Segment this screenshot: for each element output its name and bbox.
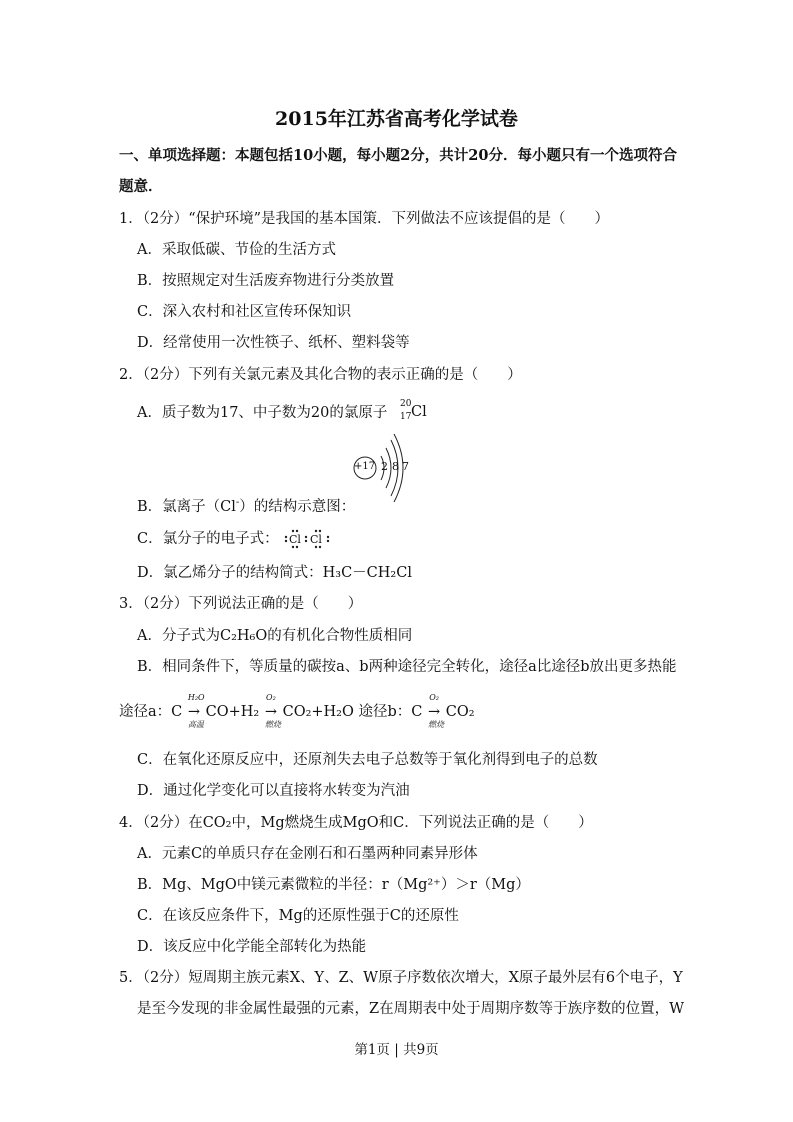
chlorine-electron-formula	[283, 529, 331, 549]
q2-option-b-text2: ）的结构示意图：	[239, 499, 356, 515]
route-a-arrow-1-top: H₂O	[187, 693, 205, 702]
q1-option-b: B．按照规定对生活废弃物进行分类放置	[137, 273, 395, 289]
q5-stem-line1: 5．（2分）短周期主族元素X、Y、Z、W原子序数依次增大，X原子最外层有6个电子，Y	[119, 970, 683, 986]
q1-option-d: D．经常使用一次性筷子、纸杯、塑料袋等	[137, 335, 410, 351]
q2-option-a	[137, 401, 436, 422]
q1-stem: 1．（2分）“保护环境”是我国的基本国策．下列做法不应该提倡的是（ ）	[119, 211, 610, 227]
q2-stem: 2．（2分）下列有关氯元素及其化合物的表示正确的是（ ）	[119, 367, 522, 383]
q3-reaction-routes	[119, 693, 475, 729]
chloride-charge: -	[235, 497, 240, 509]
page-title: 2015年江苏省高考化学试卷	[275, 108, 518, 130]
section-heading-line1: 一、单项选择题：本题包括10小题，每小题2分，共计20分．每小题只有一个选项符合	[119, 147, 677, 164]
svg-text:Cl: Cl	[289, 533, 302, 546]
section-heading	[119, 140, 679, 202]
q2-option-c	[137, 527, 331, 549]
route-b-arrow-bottom: 燃烧	[428, 720, 444, 729]
route-b-label: 途径b：C	[358, 704, 423, 720]
svg-text:Cl: Cl	[310, 533, 323, 546]
shell-2-electrons: 8	[392, 460, 399, 473]
shell-1-electrons: 2	[381, 460, 388, 473]
route-a-arrow-1: H₂O → 高温	[187, 693, 205, 729]
q2-option-d	[137, 561, 412, 582]
route-b-arrow-top: O₂	[429, 693, 439, 702]
q4-stem: 4．（2分）在CO₂中，Mg燃烧生成MgO和C．下列说法正确的是（ ）	[119, 815, 593, 831]
q3-option-c: C．在氧化还原反应中，还原剂失去电子总数等于氧化剂得到电子的总数	[137, 752, 598, 768]
page-footer: 第1页 | 共9页	[354, 1042, 439, 1058]
route-a-intermediate: CO+H₂	[205, 704, 260, 720]
q2-option-b	[137, 495, 355, 516]
nucleus-charge: +17	[354, 461, 376, 472]
route-a-arrow-2-bottom: 燃烧	[264, 720, 281, 729]
q3-stem: 3．（2分）下列说法正确的是（ ）	[119, 596, 363, 612]
route-a-label: 途径a：C	[119, 704, 183, 720]
route-b-arrow: O₂ → 燃烧	[428, 693, 444, 729]
route-b-product: CO₂	[445, 704, 475, 720]
q4-option-b: B．Mg、MgO中镁元素微粒的半径：r（Mg²⁺）＞r（Mg）	[137, 877, 530, 893]
q1-option-a: A．采取低碳、节俭的生活方式	[137, 242, 336, 258]
q2-option-a-text: A．质子数为17、中子数为20的氯原子	[137, 405, 388, 421]
q4-option-d: D．该反应中化学能全部转化为热能	[137, 939, 367, 955]
element-symbol: Cl	[410, 404, 427, 420]
q4-option-a: A．元素C的单质只存在金刚石和石墨两种同素异形体	[137, 846, 478, 862]
section-heading-line2: 题意．	[119, 178, 163, 195]
route-a-arrow-1-bottom: 高温	[187, 720, 204, 729]
shell-3-electrons: 7	[402, 460, 409, 473]
q4-option-c: C．在该反应条件下，Mg的还原性强于C的还原性	[137, 908, 459, 924]
route-a-arrow-2: O₂ → 燃烧	[264, 693, 281, 729]
atomic-number: 17	[399, 412, 412, 422]
route-a-product: CO₂+H₂O	[282, 704, 354, 720]
q2-option-c-text: C．氯分子的电子式：	[137, 531, 279, 547]
q3-option-d: D．通过化学变化可以直接将水转变为汽油	[137, 783, 410, 799]
q5-stem-line2: 是至今发现的非金属性最强的元素，Z在周期表中处于周期序数等于族序数的位置，W	[137, 1001, 684, 1017]
mass-number: 20	[399, 399, 412, 409]
route-a-arrow-2-top: O₂	[266, 693, 276, 702]
q3-option-a: A．分子式为C₂H₆O的有机化合物性质相同	[137, 628, 413, 644]
q3-option-b: B．相同条件下，等质量的碳按a、b两种途径完全转化，途径a比途径b放出更多热能	[137, 659, 677, 675]
chloroethene-formula: H₃C－CH₂Cl	[322, 565, 412, 581]
atomic-structure-diagram	[350, 428, 410, 508]
q1-option-c: C．深入农村和社区宣传环保知识	[137, 304, 352, 320]
chlorine-isotope-notation	[399, 399, 436, 422]
q2-option-b-text: B．氯离子（Cl	[137, 499, 236, 515]
q2-option-d-text: D．氯乙烯分子的结构简式：	[137, 565, 323, 581]
